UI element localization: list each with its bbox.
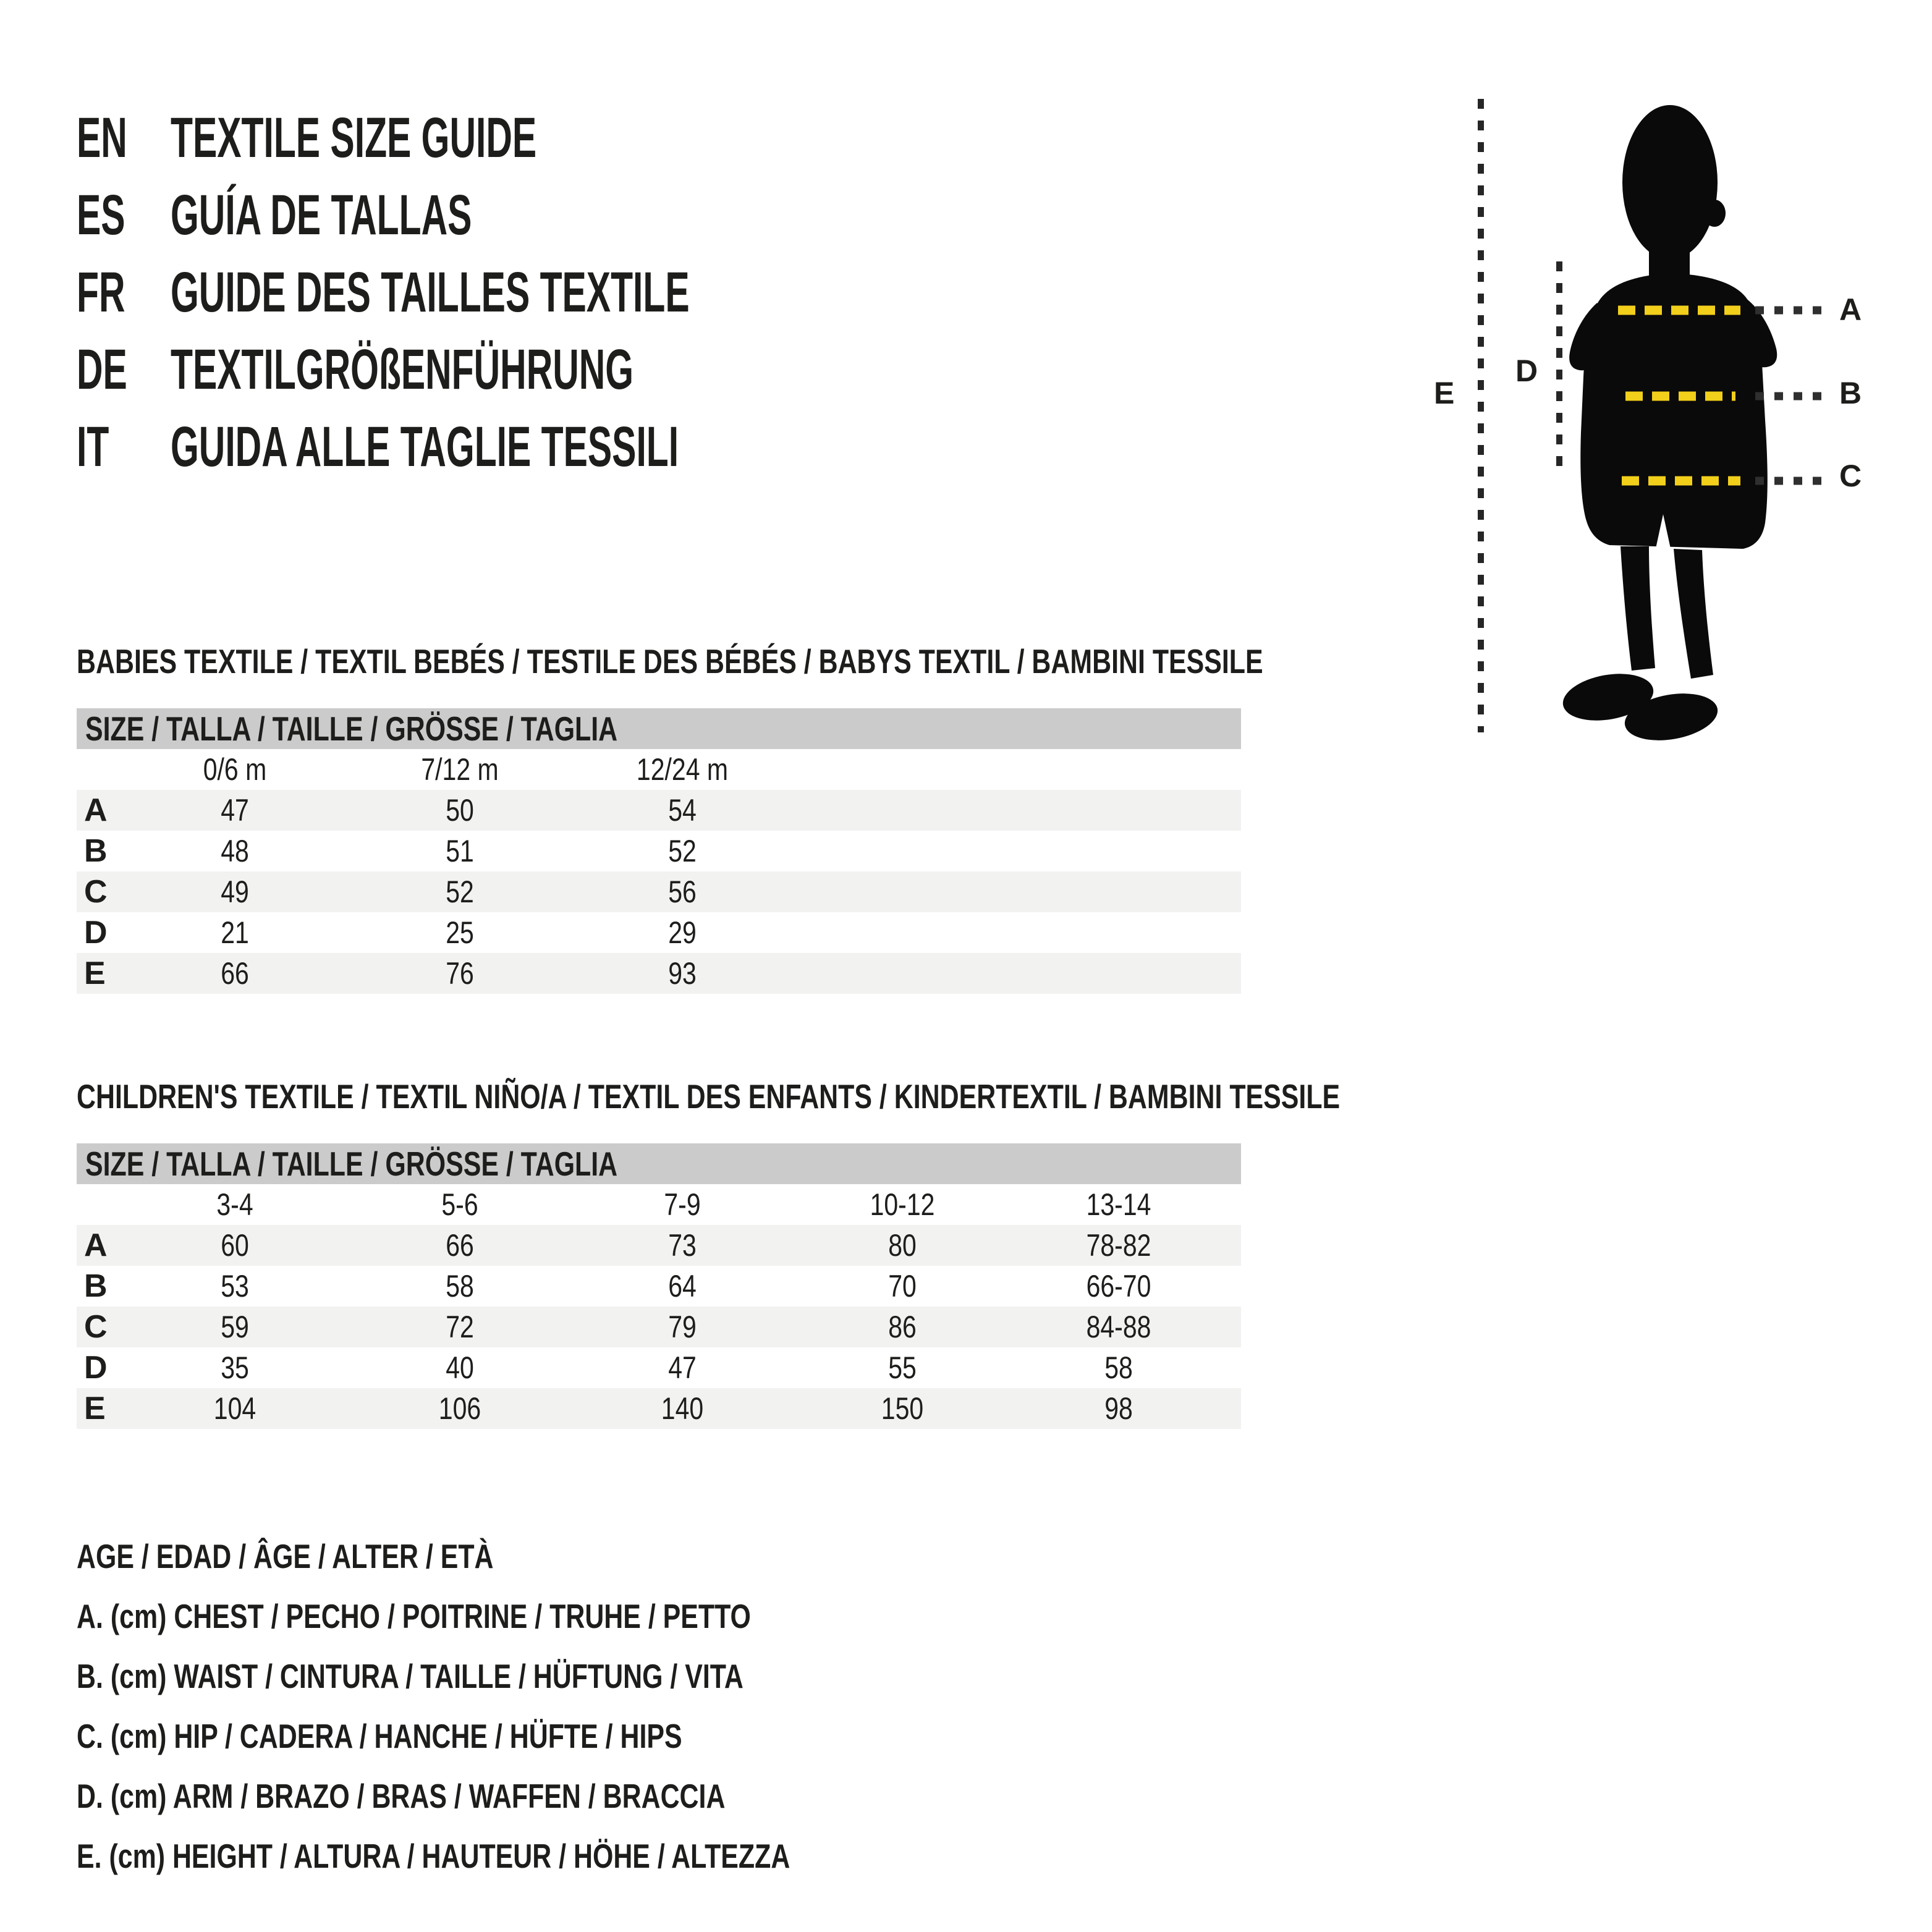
lang-title: GUÍA DE TALLAS <box>171 184 472 247</box>
lang-title: TEXTILE SIZE GUIDE <box>171 106 537 169</box>
cell-value: 64 <box>668 1269 697 1303</box>
cell-value: 25 <box>446 915 474 950</box>
children-heading-text: CHILDREN'S TEXTILE / TEXTIL NIÑO/A / TEXTIL DES ENFANTS / KINDERTEXTIL / BAMBINI TESSILE <box>77 1077 1341 1116</box>
cell-value: 106 <box>438 1391 481 1426</box>
size-header-label: SIZE / TALLA / TAILLE / GRÖSSE / TAGLIA <box>85 1145 618 1183</box>
row-letter: C <box>84 874 108 910</box>
size-header-label: SIZE / TALLA / TAILLE / GRÖSSE / TAGLIA <box>85 710 618 748</box>
lang-code: IT <box>77 415 109 478</box>
table-row <box>77 912 1241 953</box>
row-letter: E <box>84 955 106 991</box>
cell-value: 66 <box>221 956 249 991</box>
lang-title: GUIDE DES TAILLES TEXTILE <box>171 261 690 324</box>
cell-value: 58 <box>446 1269 474 1303</box>
children-column-header-row <box>77 1184 1241 1225</box>
row-letter: A <box>84 1227 108 1263</box>
row-letter: E <box>84 1391 106 1426</box>
row-letter: D <box>84 915 108 951</box>
column-header: 7-9 <box>664 1187 701 1222</box>
lang-code: ES <box>77 184 125 247</box>
cell-value: 86 <box>888 1310 917 1344</box>
cell-value: 47 <box>668 1350 697 1385</box>
lang-code: EN <box>77 106 127 169</box>
babies-section-heading <box>77 643 1598 680</box>
row-letter: D <box>84 1350 108 1386</box>
legend-text: A. (cm) CHEST / PECHO / POITRINE / TRUHE / PETTO <box>77 1597 751 1635</box>
column-header: 7/12 m <box>421 752 499 787</box>
cell-value: 59 <box>221 1310 249 1344</box>
lang-title: GUIDA ALLE TAGLIE TESSILI <box>171 415 679 478</box>
legend-text: C. (cm) HIP / CADERA / HANCHE / HÜFTE / HIPS <box>77 1717 682 1755</box>
cell-value: 140 <box>661 1391 704 1426</box>
legend-text: E. (cm) HEIGHT / ALTURA / HAUTEUR / HÖHE / ALTEZZA <box>77 1837 790 1875</box>
children-section-heading <box>77 1078 1697 1115</box>
figure-label-e: E <box>1434 376 1455 410</box>
cell-value: 40 <box>446 1350 474 1385</box>
column-header: 13-14 <box>1086 1187 1151 1222</box>
row-letter: B <box>84 833 108 869</box>
cell-value: 60 <box>221 1228 249 1263</box>
cell-value: 47 <box>221 793 249 828</box>
babies-heading-text: BABIES TEXTILE / TEXTIL BEBÉS / TESTILE DES BÉBÉS / BABYS TEXTIL / BAMBINI TESSILE <box>77 642 1263 680</box>
table-row <box>77 1266 1241 1307</box>
cell-value: 66 <box>446 1228 474 1263</box>
figure-label-c: C <box>1839 459 1862 493</box>
legend-hip-line <box>77 1706 991 1766</box>
cell-value: 52 <box>446 875 474 909</box>
cell-value: 50 <box>446 793 474 828</box>
legend-text: B. (cm) WAIST / CINTURA / TAILLE / HÜFTUNG / VITA <box>77 1657 744 1695</box>
cell-value: 29 <box>668 915 697 950</box>
legend-arm-line <box>77 1766 991 1826</box>
legend-text: D. (cm) ARM / BRAZO / BRAS / WAFFEN / BRACCIA <box>77 1777 726 1815</box>
cell-value: 79 <box>668 1310 697 1344</box>
row-letter: A <box>84 792 108 828</box>
column-header: 3-4 <box>216 1187 253 1222</box>
cell-value: 73 <box>668 1228 697 1263</box>
cell-value: 55 <box>888 1350 917 1385</box>
cell-value: 21 <box>221 915 249 950</box>
cell-value: 48 <box>221 834 249 868</box>
figure-label-a: A <box>1839 292 1862 327</box>
lang-title: TEXTILGRÖßENFÜHRUNG <box>171 338 634 401</box>
measurement-legend <box>77 1527 991 1886</box>
legend-text: AGE / EDAD / ÂGE / ALTER / ETÀ <box>77 1537 494 1575</box>
cell-value: 72 <box>446 1310 474 1344</box>
lang-code: DE <box>77 338 127 401</box>
babies-size-table <box>77 708 1241 994</box>
table-row <box>77 1225 1241 1266</box>
legend-age-line <box>77 1527 991 1587</box>
legend-height-line <box>77 1826 991 1886</box>
cell-value: 78-82 <box>1086 1228 1151 1263</box>
table-row <box>77 1388 1241 1429</box>
cell-value: 66-70 <box>1086 1269 1151 1303</box>
babies-column-header-row <box>77 749 1241 790</box>
table-row <box>77 1347 1241 1388</box>
children-size-table <box>77 1143 1241 1429</box>
column-header: 5-6 <box>441 1187 478 1222</box>
row-letter: B <box>84 1268 108 1304</box>
cell-value: 58 <box>1104 1350 1133 1385</box>
cell-value: 56 <box>668 875 697 909</box>
table-row <box>77 790 1241 831</box>
children-table-header-bar <box>77 1143 1241 1184</box>
cell-value: 84-88 <box>1086 1310 1151 1344</box>
legend-waist-line <box>77 1646 991 1706</box>
cell-value: 98 <box>1104 1391 1133 1426</box>
legend-chest-line <box>77 1587 991 1646</box>
cell-value: 93 <box>668 956 697 991</box>
figure-label-d: D <box>1515 354 1538 388</box>
cell-value: 104 <box>213 1391 256 1426</box>
table-row <box>77 831 1241 871</box>
column-header: 10-12 <box>870 1187 935 1222</box>
table-row <box>77 1307 1241 1347</box>
cell-value: 76 <box>446 956 474 991</box>
figure-label-b: B <box>1839 376 1862 410</box>
cell-value: 52 <box>668 834 697 868</box>
column-header: 12/24 m <box>636 752 729 787</box>
table-row <box>77 871 1241 912</box>
babies-table-header-bar <box>77 708 1241 749</box>
cell-value: 49 <box>221 875 249 909</box>
cell-value: 150 <box>881 1391 924 1426</box>
cell-value: 51 <box>446 834 474 868</box>
cell-value: 35 <box>221 1350 249 1385</box>
cell-value: 80 <box>888 1228 917 1263</box>
cell-value: 54 <box>668 793 697 828</box>
table-row <box>77 953 1241 994</box>
cell-value: 70 <box>888 1269 917 1303</box>
cell-value: 53 <box>221 1269 249 1303</box>
column-header: 0/6 m <box>203 752 267 787</box>
lang-code: FR <box>77 261 125 324</box>
row-letter: C <box>84 1309 108 1345</box>
